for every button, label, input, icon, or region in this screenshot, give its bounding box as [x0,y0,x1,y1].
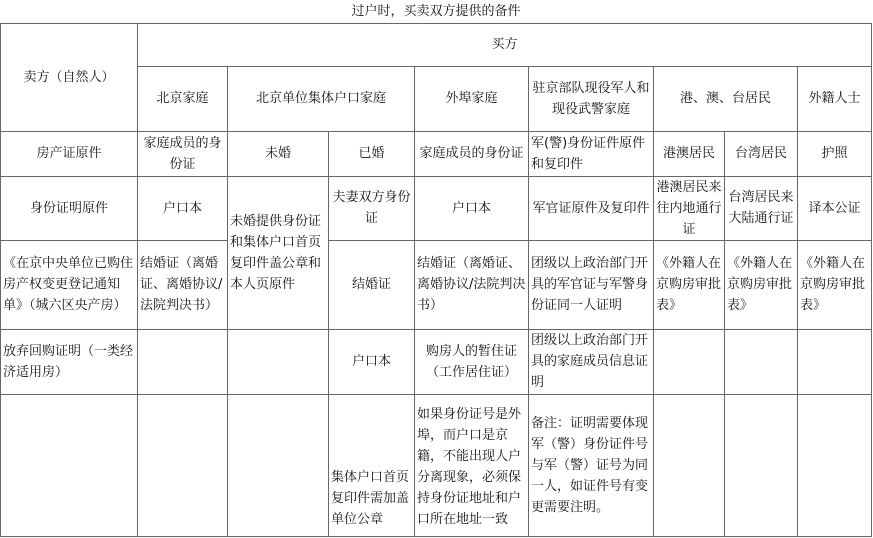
nonlocal-residence-permit: 购房人的暂住证（工作居住证） [415,329,529,394]
sub-unmarried: 未婚 [228,131,329,176]
empty-cell [654,394,725,536]
empty-cell [228,329,329,394]
empty-cell [725,394,798,536]
beijing-family-marriage: 结婚证（离婚证、离婚协议/法院判决书） [138,240,228,329]
military-note: 备注：证明需要体现军（警）身份证件号与军（警）证号为同一人，如证件号有变更需要注明。 [529,394,654,536]
empty-cell [228,394,329,536]
sub-taiwan: 台湾居民 [725,131,798,176]
seller-header: 卖方（自然人） [1,23,138,131]
empty-cell [138,394,228,536]
empty-cell [138,329,228,394]
nonlocal-hukou: 户口本 [415,176,529,240]
col-beijing-collective: 北京单位集体户口家庭 [228,66,415,131]
military-same-person-proof: 团级以上政治部门开具的军官证与军警身份证同一人证明 [529,240,654,329]
foreigner-notarized-translation: 译本公证 [798,176,872,240]
col-military: 驻京部队现役军人和现役武警家庭 [529,66,654,131]
nonlocal-address-note: 如果身份证号是外埠，而户口是京籍，不能出现人户分离现象，必须保持身份证地址和户口所在地址一致 [415,394,529,536]
married-collective-hukou-seal: 集体户口首页复印件需加盖单位公章 [329,394,415,536]
col-hk-macao-taiwan: 港、澳、台居民 [654,66,798,131]
sub-married: 已婚 [329,131,415,176]
sub-passport: 护照 [798,131,872,176]
empty-cell [798,394,872,536]
table-title: 过户时，买卖双方提供的备件 [1,0,872,23]
nonlocal-marriage: 结婚证（离婚证、离婚协议/法院判决书） [415,240,529,329]
col-nonlocal-family: 外埠家庭 [415,66,529,131]
col-beijing-family: 北京家庭 [138,66,228,131]
sub-hk-macao: 港澳居民 [654,131,725,176]
beijing-family-id: 家庭成员的身份证 [138,131,228,176]
hk-macao-approval-form: 《外籍人在京购房审批表》 [654,240,725,329]
taiwan-permit: 台湾居民来大陆通行证 [725,176,798,240]
buyer-header: 买方 [138,23,872,66]
married-marriage-certificate: 结婚证 [329,240,415,329]
empty-cell [654,329,725,394]
married-hukou: 户口本 [329,329,415,394]
nonlocal-family-id: 家庭成员的身份证 [415,131,529,176]
military-officer-certificate: 军官证原件及复印件 [529,176,654,240]
foreigner-approval-form: 《外籍人在京购房审批表》 [798,240,872,329]
hk-macao-permit: 港澳居民来往内地通行证 [654,176,725,240]
seller-central-unit-notice: 《在京中央单位已购住房产权变更登记通知单》（城六区央产房） [1,240,138,329]
empty-cell [1,394,138,536]
empty-cell [725,329,798,394]
seller-property-certificate: 房产证原件 [1,131,138,176]
married-ids: 夫妻双方身份证 [329,176,415,240]
seller-waiver-of-repurchase: 放弃回购证明（一类经济适用房） [1,329,138,394]
col-foreigner: 外籍人士 [798,66,872,131]
unmarried-requirements: 未婚提供身份证和集体户口首页复印件盖公章和本人页原件 [228,176,329,329]
taiwan-approval-form: 《外籍人在京购房审批表》 [725,240,798,329]
military-id: 军(警)身份证件原件和复印件 [529,131,654,176]
empty-cell [798,329,872,394]
beijing-family-hukou: 户口本 [138,176,228,240]
seller-id-proof: 身份证明原件 [1,176,138,240]
military-family-info-proof: 团级以上政治部门开具的家庭成员信息证明 [529,329,654,394]
